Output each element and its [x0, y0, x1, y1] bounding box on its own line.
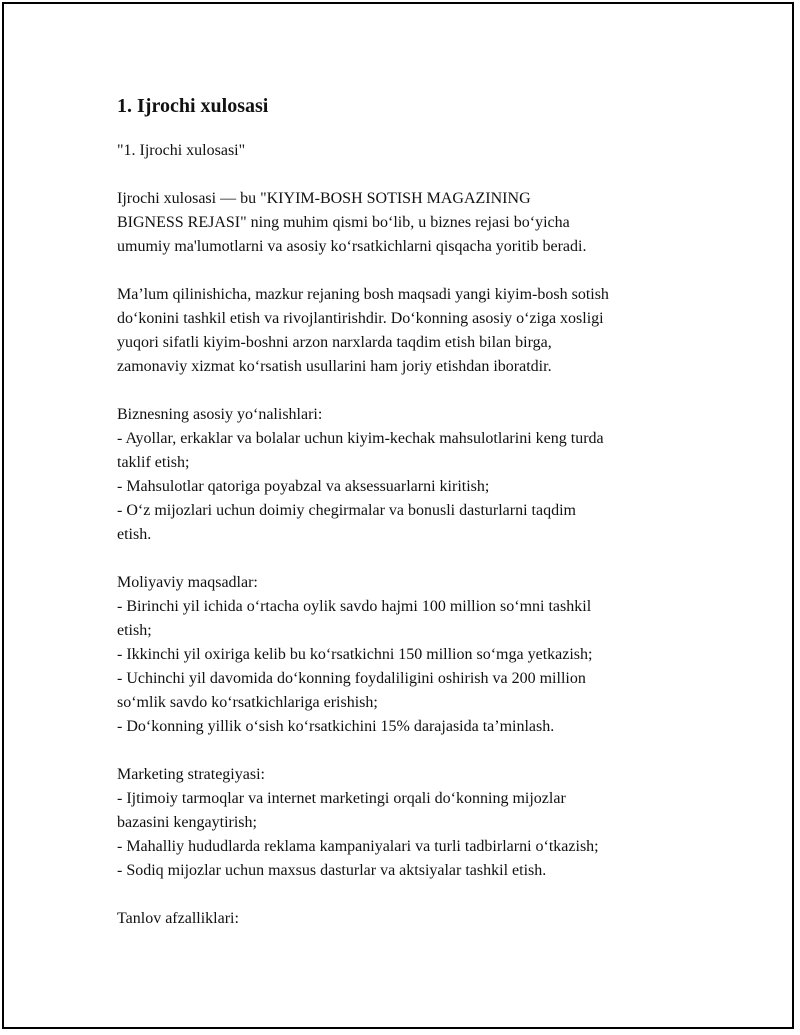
- text-line: - Mahalliy hududlarda reklama kampaniyalari va turli tadbirlarni o‘tkazish;: [117, 838, 599, 855]
- text-line: Ma’lum qilinishicha, mazkur rejaning bosh maqsadi yangi kiyim-bosh sotish: [117, 286, 609, 303]
- text-line: taklif etish;: [117, 454, 190, 471]
- text-line: - Uchinchi yil davomida do‘konning foydaliligini oshirish va 200 million: [117, 670, 586, 687]
- text-line: etish;: [117, 622, 152, 639]
- paragraph-intro: [117, 187, 692, 259]
- paragraph-financial-goals: [117, 571, 692, 739]
- text-line: yuqori sifatli kiyim-boshni arzon narxlarda taqdim etish bilan birga,: [117, 334, 552, 351]
- text-line: etish.: [117, 526, 152, 543]
- paragraph-business-directions: [117, 403, 692, 547]
- text-line: - Birinchi yil ichida o‘rtacha oylik savdo hajmi 100 million so‘mni tashkil: [117, 598, 592, 615]
- text-line: do‘konini tashkil etish va rivojlantirishdir. Do‘konning asosiy o‘ziga xosligi: [117, 310, 604, 327]
- paragraph-competitive-advantages: [117, 907, 692, 931]
- text-line: Marketing strategiyasi:: [117, 766, 265, 783]
- text-line: - O‘z mijozlari uchun doimiy chegirmalar va bonusli dasturlarni taqdim: [117, 502, 576, 519]
- text-line: - Mahsulotlar qatoriga poyabzal va aksessuarlarni kiritish;: [117, 478, 490, 495]
- text-line: so‘mlik savdo ko‘rsatkichlariga erishish;: [117, 694, 378, 711]
- section-heading: 1. Ijrochi xulosasi: [117, 95, 269, 117]
- text-line: - Sodiq mijozlar uchun maxsus dasturlar va aktsiyalar tashkil etish.: [117, 862, 547, 879]
- paragraph-goal: [117, 283, 692, 379]
- text-line: - Ikkinchi yil oxiriga kelib bu ko‘rsatkichni 150 million so‘mga yetkazish;: [117, 646, 593, 663]
- text-line: bazasini kengaytirish;: [117, 814, 257, 831]
- text-line: umumiy ma'lumotlarni va asosiy ko‘rsatkichlarni qisqacha yoritib beradi.: [117, 238, 587, 255]
- text-line: "1. Ijrochi xulosasi": [117, 142, 246, 159]
- paragraph-marketing-strategy: [117, 763, 692, 883]
- paragraph-quoted-title: [117, 139, 692, 163]
- text-line: BIGNESS REJASI" ning muhim qismi bo‘lib, u biznes rejasi bo‘yicha: [117, 214, 570, 231]
- text-line: - Ijtimoiy tarmoqlar va internet marketingi orqali do‘konning mijozlar: [117, 790, 566, 807]
- text-line: Biznesning asosiy yo‘nalishlari:: [117, 406, 323, 423]
- text-line: zamonaviy xizmat ko‘rsatish usullarini ham joriy etishdan iboratdir.: [117, 358, 552, 375]
- text-line: - Ayollar, erkaklar va bolalar uchun kiyim-kechak mahsulotlarini keng turda: [117, 430, 604, 447]
- text-line: - Do‘konning yillik o‘sish ko‘rsatkichini 15% darajasida ta’minlash.: [117, 718, 555, 735]
- text-line: Tanlov afzalliklari:: [117, 910, 239, 927]
- document-body: [117, 93, 692, 955]
- text-line: Ijrochi xulosasi — bu "KIYIM-BOSH SOTISH MAGAZINING: [117, 190, 531, 207]
- text-line: Moliyaviy maqsadlar:: [117, 574, 258, 591]
